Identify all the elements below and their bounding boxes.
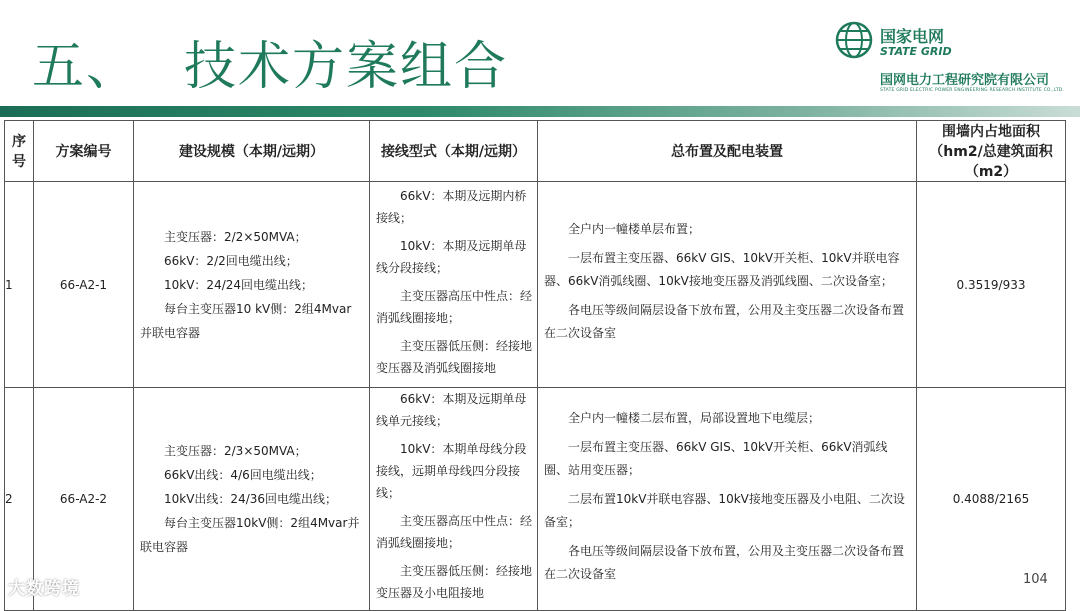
table-header-row [5,121,1066,182]
wiring-line: 66kV：本期及远期单母线单元接线； [376,392,527,428]
scale-line: 10kV出线：24/36回电缆出线； [164,492,338,506]
layout-line: 一层布置主变压器、66kV GIS、10kV开关柜、66kV消弧线圈、站用变压器； [544,439,888,477]
scale-line: 66kV：2/2回电缆出线； [164,253,298,268]
scale-line: 主变压器：2/3×50MVA； [164,444,307,458]
page-title [32,24,508,99]
wiring-line: 主变压器高压中性点：经消弧线圈接地； [376,288,533,325]
wiring-line: 主变压器低压侧：经接地变压器及消弧线圈接地 [376,338,533,375]
scale-line: 每台主变压器10 kV侧：2组4Mvar并联电容器 [140,301,352,340]
globe-icon [834,20,874,60]
institute-name-en: STATE GRID ELECTRIC POWER ENGINEERING RESEARCH INSTITUTE CO.,LTD. [880,88,1065,93]
header-code: 方案编号 [34,121,134,182]
row-wiring [370,388,538,611]
company-name-cn: 国家电网 [880,27,945,46]
layout-line: 二层布置10kV并联电容器、10kV接地变压器及小电阻、二次设备室； [544,491,905,529]
scale-line: 10kV：24/24回电缆出线； [164,277,314,292]
row-scale [134,182,370,388]
wiring-line: 10kV：本期及远期单母线分段接线； [376,238,527,275]
row-layout [538,182,917,388]
state-grid-logo [834,18,1074,98]
scale-line: 每台主变压器10kV侧：2组4Mvar并联电容器 [140,516,360,554]
title-text: 技术方案组合 [184,37,509,97]
layout-line: 各电压等级间隔层设备下放布置，公用及主变压器二次设备布置在二次设备室 [544,543,905,581]
title-number: 五、 [32,37,141,97]
watermark: 大数跨境 [8,579,80,599]
header-wiring: 接线型式（本期/远期） [370,121,538,182]
header-divider-band [0,106,1080,117]
layout-line: 一层布置主变压器、66kV GIS、10kV开关柜、10kV并联电容器、66kV消弧线圈、10kV接地变压器及消弧线圈、二次设备室； [544,251,900,288]
row-seq: 1 [5,182,34,388]
scale-line: 主变压器：2/2×50MVA； [164,229,307,244]
company-name-en: STATE GRID [880,45,952,58]
header-area: 围墙内占地面积（hm2/总建筑面积（m2） [917,121,1066,182]
row-area: 0.4088/2165 [917,388,1066,611]
institute-name-cn: 国网电力工程研究院有限公司 [880,73,1050,88]
scale-line: 66kV出线：4/6回电缆出线； [164,468,322,482]
row-code: 66-A2-1 [34,182,134,388]
wiring-line: 10kV：本期单母线分段接线，远期单母线四分段接线； [376,442,527,500]
layout-line: 各电压等级间隔层设备下放布置，公用及主变压器二次设备布置在二次设备室 [544,303,905,340]
scheme-table [4,120,1066,611]
row-seq: 2 [5,388,34,611]
header-seq: 序号 [5,121,34,182]
header-scale: 建设规模（本期/远期） [134,121,370,182]
row-layout [538,388,917,611]
wiring-line: 66kV：本期及远期内桥接线； [376,188,527,225]
header-layout: 总布置及配电装置 [538,121,917,182]
wiring-line: 主变压器高压中性点：经消弧线圈接地； [376,514,533,550]
layout-line: 全户内一幢楼二层布置，局部设置地下电缆层； [568,410,821,425]
row-scale [134,388,370,611]
table-row [5,388,1066,611]
wiring-line: 主变压器低压侧：经接地变压器及小电阻接地 [376,564,533,600]
row-code: 66-A2-2 [34,388,134,611]
page-number: 104 [1023,572,1048,587]
row-wiring [370,182,538,388]
table-row [5,182,1066,388]
row-area: 0.3519/933 [917,182,1066,388]
layout-line: 全户内一幢楼单层布置； [568,222,701,236]
